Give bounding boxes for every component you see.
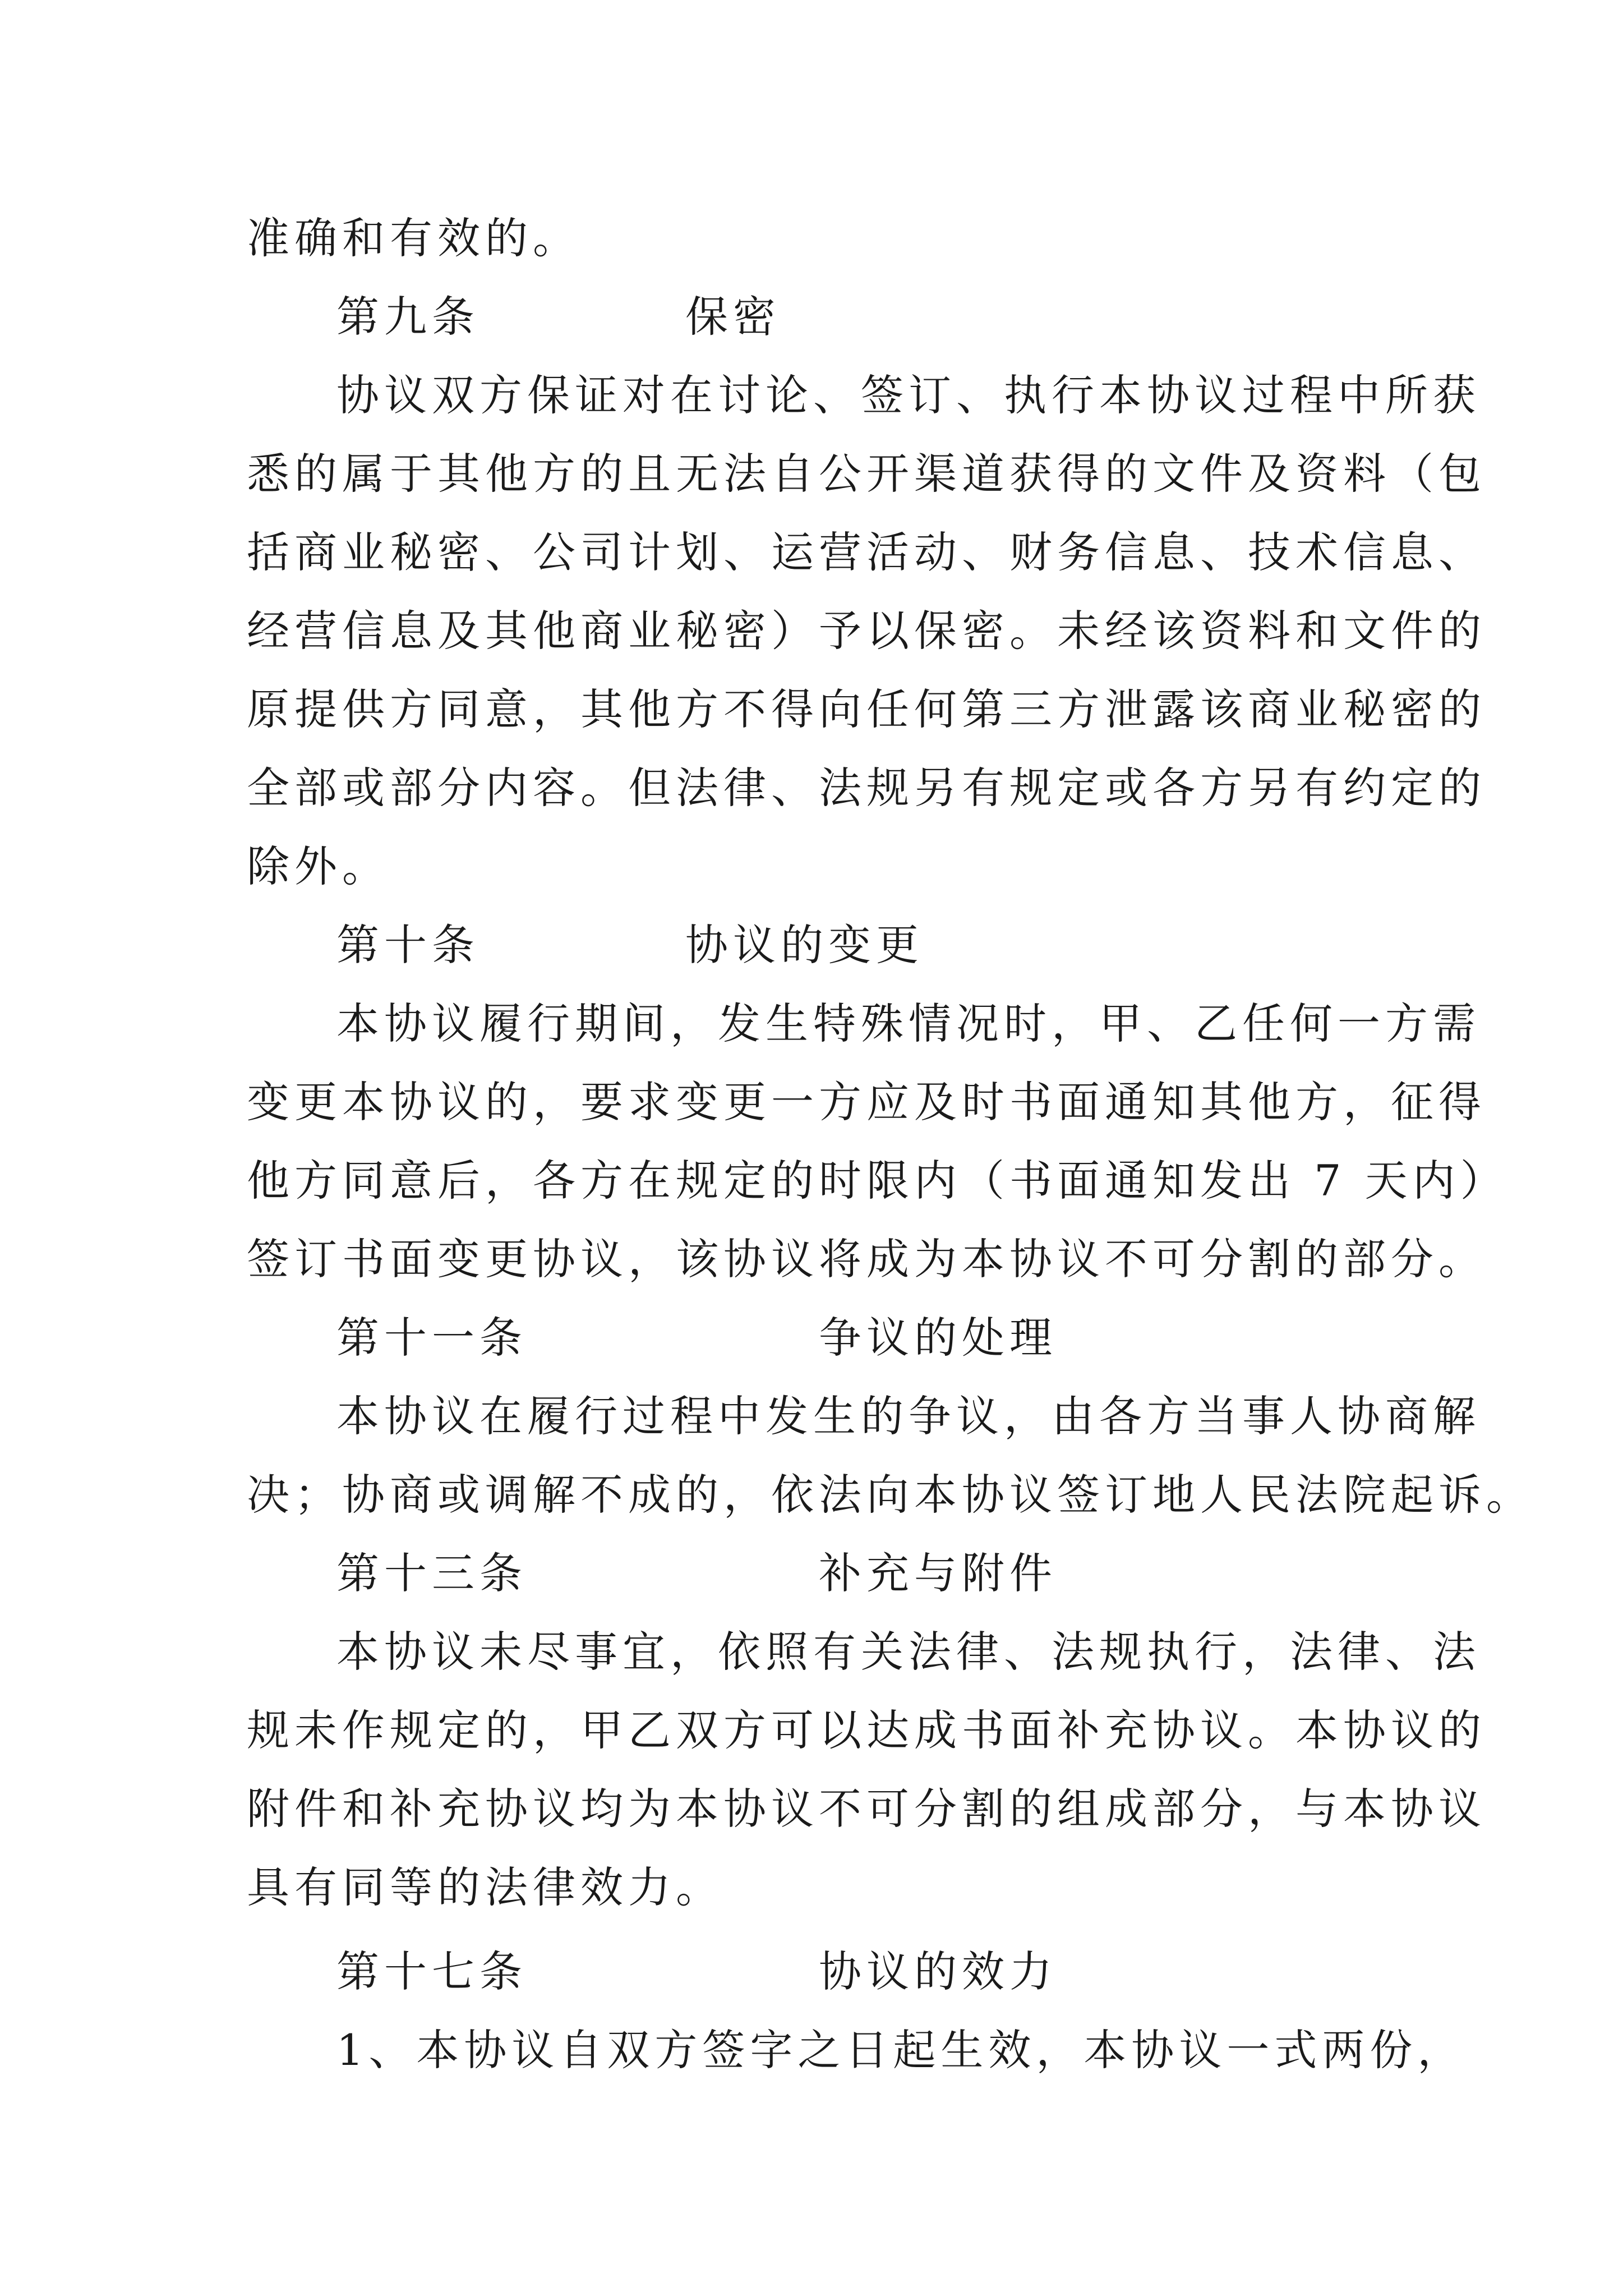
text-line: 除外。 [247, 841, 390, 891]
article-number-13: 第十三条 [336, 1548, 527, 1598]
text-line: 准确和有效的。 [247, 213, 580, 263]
text-line: 本协议在履行过程中发生的争议，由各方当事人协商解 [336, 1391, 1481, 1441]
text-line: 附件和补充协议均为本协议不可分割的组成部分，与本协议 [247, 1784, 1486, 1834]
article-number-17: 第十七条 [336, 1947, 527, 1996]
article-title-9: 保密 [685, 292, 781, 342]
text-line: 具有同等的法律效力。 [247, 1862, 723, 1912]
text-line: 原提供方同意，其他方不得向任何第三方泄露该商业秘密的 [247, 684, 1486, 734]
text-line: 悉的属于其他方的且无法自公开渠道获得的文件及资料（包 [247, 449, 1486, 499]
article-title-17: 协议的效力 [819, 1947, 1057, 1996]
text-line: 决；协商或调解不成的，依法向本协议签订地人民法院起诉。 [247, 1470, 1534, 1520]
article-title-13: 补充与附件 [819, 1548, 1057, 1598]
text-line: 他方同意后，各方在规定的时限内（书面通知发出 7 天内） [247, 1156, 1508, 1205]
article-title-10: 协议的变更 [685, 920, 924, 970]
text-line: 本协议未尽事宜，依照有关法律、法规执行，法律、法 [336, 1627, 1481, 1677]
article-number-10: 第十条 [336, 920, 479, 970]
text-line: 签订书面变更协议，该协议将成为本协议不可分割的部分。 [247, 1234, 1486, 1284]
article-number-9: 第九条 [336, 292, 479, 342]
text-line: 变更本协议的，要求变更一方应及时书面通知其他方，征得 [247, 1077, 1486, 1127]
article-number-11: 第十一条 [336, 1313, 527, 1363]
text-line: 括商业秘密、公司计划、运营活动、财务信息、技术信息、 [247, 527, 1486, 577]
text-line: 本协议履行期间，发生特殊情况时，甲、乙任何一方需 [336, 999, 1481, 1048]
text-line: 1、本协议自双方签字之日起生效，本协议一式两份， [336, 2025, 1465, 2075]
text-line: 全部或部分内容。但法律、法规另有规定或各方另有约定的 [247, 763, 1486, 813]
article-title-11: 争议的处理 [819, 1313, 1057, 1363]
text-line: 协议双方保证对在讨论、签订、执行本协议过程中所获 [336, 370, 1481, 420]
text-line: 规未作规定的，甲乙双方可以达成书面补充协议。本协议的 [247, 1705, 1486, 1755]
text-line: 经营信息及其他商业秘密）予以保密。未经该资料和文件的 [247, 606, 1486, 656]
